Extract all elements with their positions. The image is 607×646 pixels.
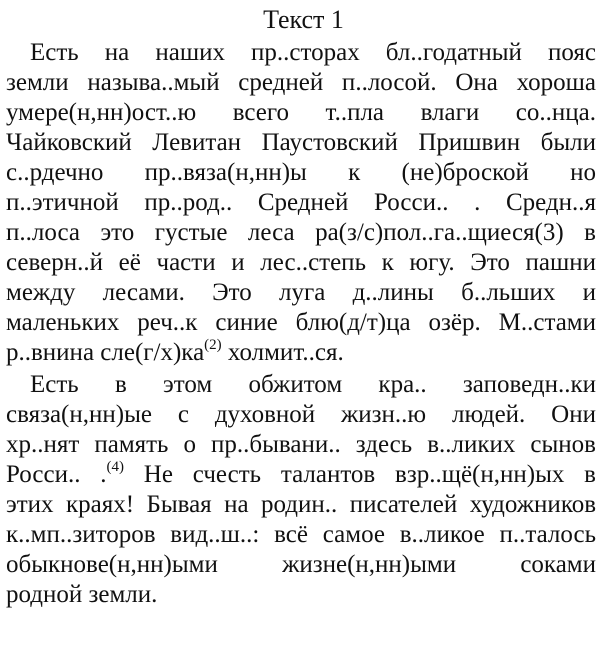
footnote-marker: (2) [204,336,222,353]
text-line: п..лоса это густые леса ра(з/с)пол..га..щиеся(3) в [6,219,596,246]
text-line-with-footnote [6,460,596,490]
text-line: обыкнове(н,нн)ыми жизне(н,нн)ыми соками [6,551,596,578]
text-line: к..мп..зиторов вид..ш..: всё самое в..ликое п..талось [6,521,596,548]
text-line: п..этичной пр..род.. Средней Росси.. . Средн..я [6,189,596,216]
text-line-last: родной земли. [6,581,158,608]
text-line: с..рдечно пр..вяза(н,нн)ы к (не)броской но [6,159,596,186]
text-line: северн..й её части и лес..степь к югу. Это пашни [6,249,596,276]
text-line-last [6,338,596,368]
text-fragment: холмит..ся. [221,339,344,366]
text-line: Есть на наших пр..сторах бл..годатный пояс [30,39,596,66]
text-line: хр..нят память о пр..бывани.. здесь в..ликих сынов [6,431,596,458]
footnote-marker: (4) [106,458,125,475]
text-line: этих краях! Бывая на родин.. писателей художников [6,491,596,518]
text-fragment: Не счесть талантов взр..щё(н,нн)ых в [124,461,596,488]
text-line: между лесами. Это луга д..лины б..льших и [6,279,596,306]
text-line: земли называ..мый средней п..лосой. Она хороша [6,69,596,96]
text-title: Текст 1 [263,5,344,34]
text-line: умере(н,нн)ост..ю всего т..пла влаги со..нца. [6,99,596,126]
text-fragment: р..внина сле(г/х)ка [6,339,205,366]
text-line: Есть в этом обжитом кра.. заповедн..ки [30,371,596,398]
text-line: маленьких реч..к синие блю(д/т)ца озёр. М..стами [6,309,596,336]
text-line: связа(н,нн)ые с духовной жизн..ю людей. Они [6,401,596,428]
text-fragment: Росси.. . [6,461,107,488]
text-line: Чайковский Левитан Паустовский Пришвин были [6,129,596,156]
